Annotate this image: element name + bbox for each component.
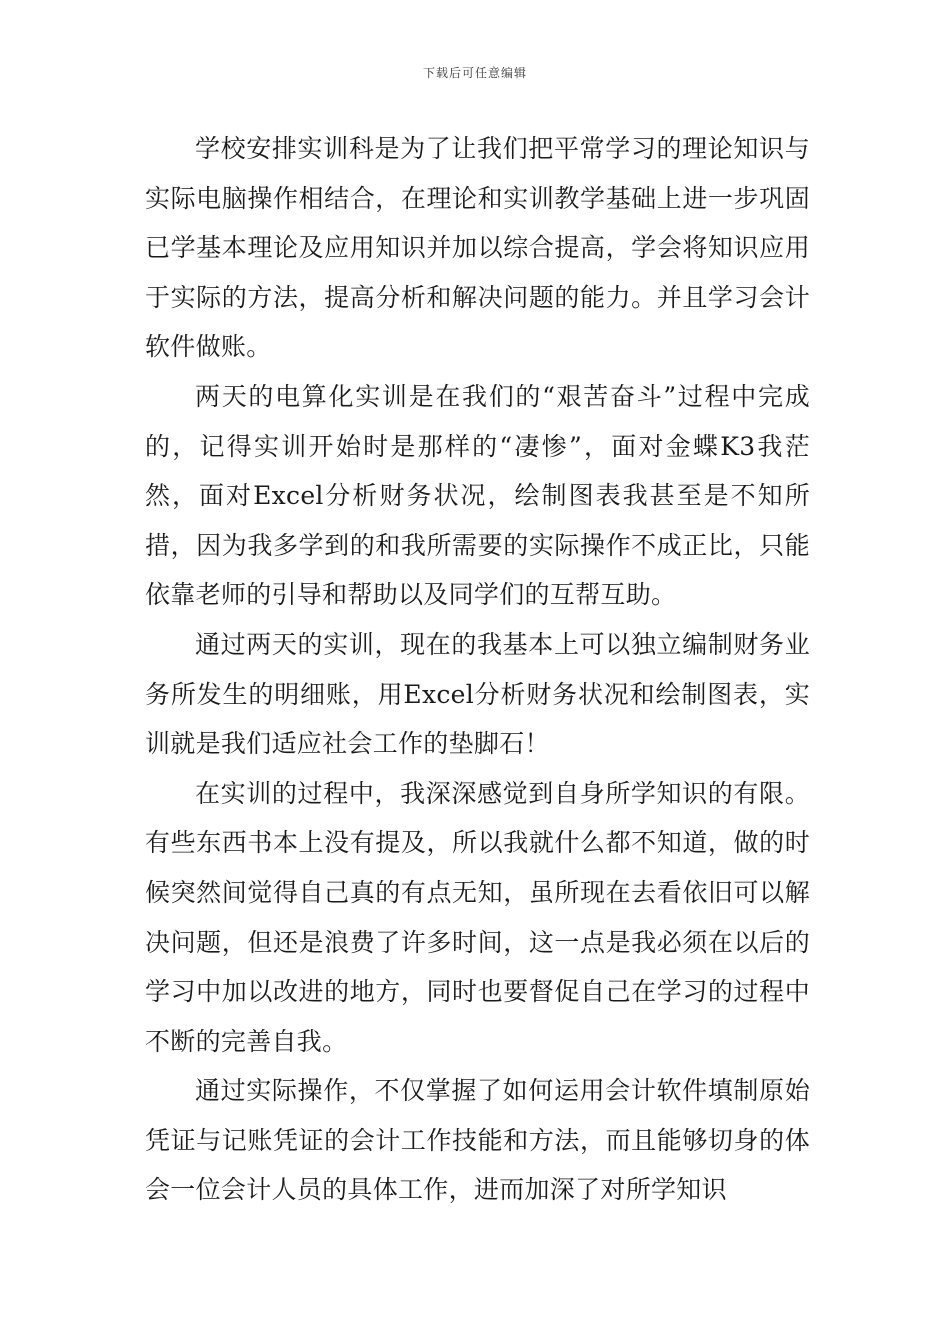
paragraph-5: 通过实际操作，不仅掌握了如何运用会计软件填制原始凭证与记账凭证的会计工作技能和方法，而且能够切身的体会一位会计人员的具体工作，进而加深了对所学知识 (145, 1076, 810, 1205)
paragraph-2: 两天的电算化实训是在我们的“艰苦奋斗”过程中完成的，记得实训开始时是那样的“凄惨”，面对金蝶K3我茫然，面对Excel分析财务状况，绘制图表我甚至是不知所措，因为我多学到的和我所需要的实际操作不成正比，只能依靠老师的引导和帮助以及同学们的互帮互助。 (145, 381, 810, 610)
document-body (145, 124, 810, 1215)
paragraph-4: 在实训的过程中，我深深感觉到自身所学知识的有限。有些东西书本上没有提及，所以我就什么都不知道，做的时候突然间觉得自己真的有点无知，虽所现在去看依旧可以解决问题，但还是浪费了许多时间，这一点是我必须在以后的学习中加以改进的地方，同时也要督促自己在学习的过程中不断的完善自我。 (145, 778, 810, 1056)
paragraph-3: 通过两天的实训，现在的我基本上可以独立编制财务业务所发生的明细账，用Excel分析财务状况和绘制图表，实训就是我们适应社会工作的垫脚石！ (145, 629, 810, 759)
paragraph-1: 学校安排实训科是为了让我们把平常学习的理论知识与实际电脑操作相结合，在理论和实训教学基础上进一步巩固已学基本理论及应用知识并加以综合提高，学会将知识应用于实际的方法，提高分析和解决问题的能力。并且学习会计软件做账。 (145, 134, 810, 362)
header-note: 下载后可任意编辑 (422, 66, 527, 80)
